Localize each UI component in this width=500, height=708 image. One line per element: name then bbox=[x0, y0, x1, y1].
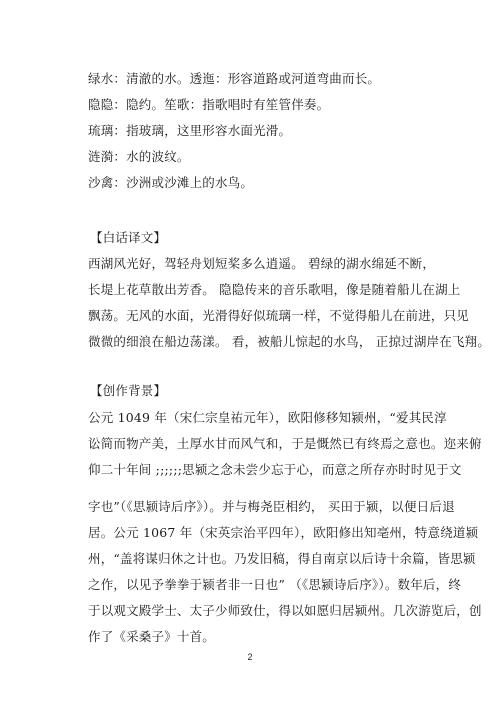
glossary-line: 隐隐：隐约。笙歌：指歌唱时有笙管伴奏。 bbox=[88, 97, 330, 112]
background-line: 之作，以见予拳拳于颍者非一日也” （《思颍诗后序》）。数年后，终 bbox=[88, 577, 462, 592]
glossary-line: 琉璃：指玻璃，这里形容水面光滑。 bbox=[88, 123, 292, 138]
background-line: 公元 1049 年（宋仁宗皇祐元年），欧阳修移知颍州，“爱其民淳 bbox=[88, 410, 447, 425]
background-line: 作了《采桑子》十首。 bbox=[88, 629, 216, 644]
translation-line: 长堤上花草散出芳香。 隐隐传来的音乐歌唱，像是随着船儿在湖上 bbox=[88, 282, 461, 297]
glossary-line: 绿水：清澈的水。透迤：形容道路或河道弯曲而长。 bbox=[88, 71, 381, 86]
background-line: 居。公元 1067 年（宋英宗治平四年），欧阳修出知亳州，特意绕道颍 bbox=[88, 525, 479, 540]
background-line: 讼简而物产美，土厚水甘而风气和，于是慨然已有终焉之意也。迩来俯 bbox=[88, 436, 482, 451]
background-line: 字也”（《思颍诗后序》）。并与梅尧臣相约， 买田于颍，以便日后退 bbox=[88, 499, 455, 514]
background-line: 于以观文殿学士、太子少师致仕，得以如愿归居颍州。几次游览后，创 bbox=[88, 603, 482, 618]
glossary-line: 沙禽：沙洲或沙滩上的水鸟。 bbox=[88, 175, 254, 190]
page-number: 2 bbox=[247, 652, 253, 662]
translation-line: 微微的细浪在船边荡漾。 看，被船儿惊起的水鸟， 正掠过湖岸在飞翔。 bbox=[88, 334, 491, 349]
section-heading-background: 【创作背景】 bbox=[90, 383, 167, 398]
section-heading-translation: 【白话译文】 bbox=[90, 230, 167, 245]
glossary-line: 涟漪：水的波纹。 bbox=[88, 149, 190, 164]
background-line: 州，“盖将谋归休之计也。乃发旧稿，得自南京以后诗十余篇，皆思颍 bbox=[88, 551, 476, 566]
translation-line: 西湖风光好，驾轻舟划短桨多么逍遥。 碧绿的湖水绵延不断， bbox=[88, 256, 436, 271]
background-line: 仰二十年间 ;;;;;;思颍之念未尝少忘于心，而意之所存亦时时见于文 bbox=[88, 462, 462, 477]
translation-line: 飘荡。无风的水面，光滑得好似琉璃一样，不觉得船儿在前进，只见 bbox=[88, 308, 470, 323]
